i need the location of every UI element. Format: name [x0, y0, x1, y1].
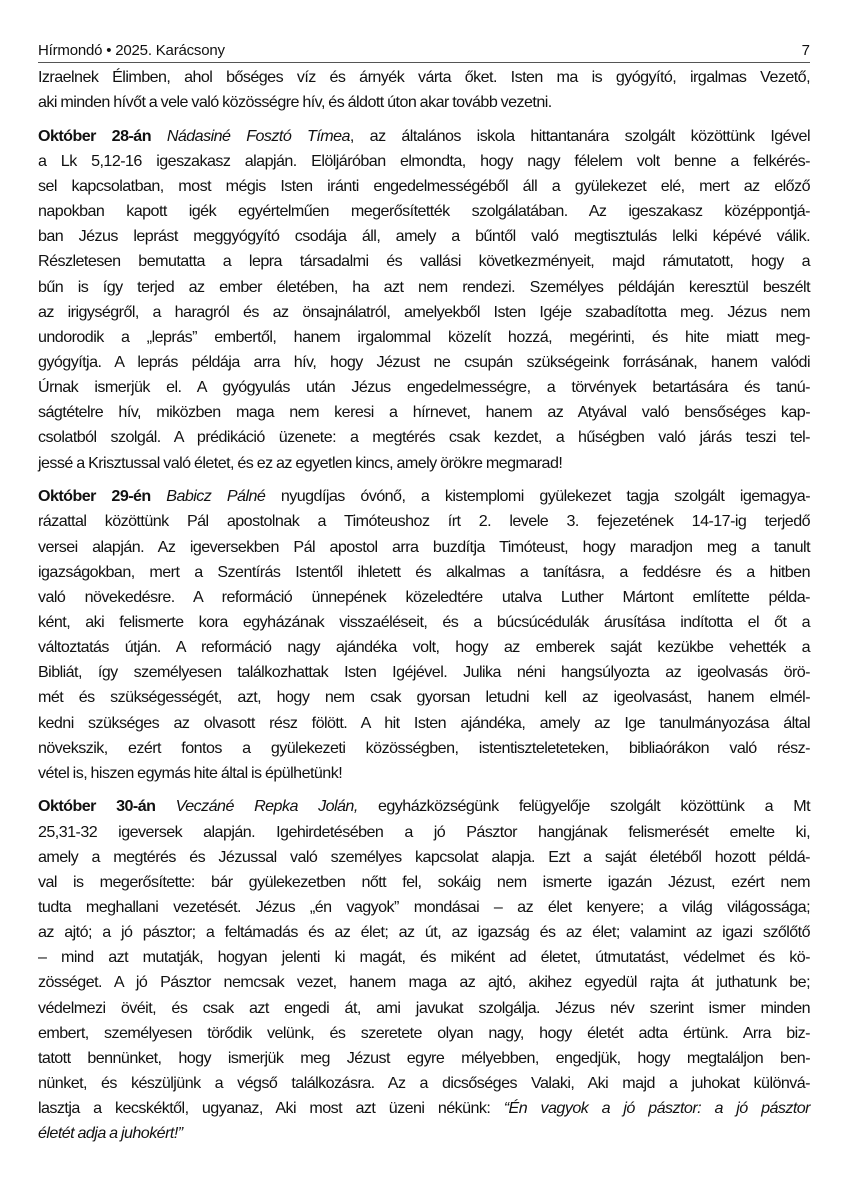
body-text: embert, személyesen törődik velünk, és szeretete olyan nagy, hogy életét adta értünk. Arra biz-	[38, 1023, 810, 1042]
text-line	[38, 820, 810, 845]
emphasis-text: “Én vagyok a jó pásztor: a jó pásztor	[503, 1099, 810, 1118]
body-text: mét és szükségességét, azt, hogy nem csak gyorsan letudni kell az igeolvasást, hanem elmél-	[38, 688, 810, 707]
text-line	[38, 736, 810, 761]
emphasis-text: életét adja a juhokért!”	[38, 1124, 183, 1143]
text-line	[38, 996, 810, 1021]
text-line	[38, 199, 810, 224]
text-line	[38, 610, 810, 635]
body-text: növekszik, ezért fontos a gyülekezeti közösségben, istentiszteleteteken, bibliaórákon való rész-	[38, 738, 810, 757]
paragraph	[38, 124, 810, 476]
body-text: amely a megtérés és Jézussal való személyes kapcsolat alapja. Ezt a saját életéből hozott példá-	[38, 847, 810, 866]
text-line	[38, 300, 810, 325]
text-line	[38, 585, 810, 610]
body-text: ságtételre hív, miközben maga nem keresi a hírnevet, hanem az Atyával való bensőséges kap-	[38, 403, 810, 422]
body-text: igazságokban, mert a Szentírás Istentől ihletett és alkalmas a tanításra, a feddésre és a hitben	[38, 562, 810, 581]
body-text: – mind azt mutatják, hogyan jelenti ki magát, és miként ad életet, útmutatást, védelmet és kö-	[38, 948, 810, 967]
emphasis-text: Babicz Pálné	[166, 487, 266, 506]
body-text: napokban kapott igék egyértelműen megerősítették szolgálatában. Az igeszakasz középpontjá-	[38, 202, 810, 221]
body-text: val is megerősítette: bár gyülekezetben nőtt fel, sokáig nem ismerte igazán Jézust, ezért nem	[38, 872, 810, 891]
text-line	[38, 920, 810, 945]
body-text: tudta meghallani vezetését. Jézus „én vagyok” mondásai – az élet kenyere; a világ világossága;	[38, 898, 810, 916]
paragraph	[38, 484, 810, 786]
text-line	[38, 174, 810, 199]
body-text	[151, 127, 167, 145]
text-line	[38, 870, 810, 895]
body-text: Részletesen bemutatta a lepra társadalmi és vallási következményeit, majd rámutatott, hogy a	[38, 252, 810, 271]
body-text: zösséget. A jó Pásztor nemcsak vezet, hanem maga az ajtó, akihez egyedül rajta át juthatunk be;	[38, 973, 810, 992]
body-text: tatott bennünket, hogy ismerjük meg Jézust egyre mélyebben, engedjük, hogy megtaláljon ben-	[38, 1048, 810, 1067]
body-text: aki minden hívőt a vele való közösségre hív, és áldott úton akar tovább vezetni.	[38, 93, 552, 112]
text-line	[38, 509, 810, 534]
date-heading: Október 30-án	[38, 797, 156, 816]
text-line	[38, 895, 810, 920]
body-text: jessé a Krisztussal való életet, és ez az egyetlen kincs, amely örökre megmarad!	[38, 453, 563, 472]
text-line	[38, 425, 810, 450]
emphasis-text: Nádasiné Fosztó Tímea	[166, 126, 350, 145]
text-line	[38, 685, 810, 710]
text-line	[38, 149, 810, 174]
body-text: versei alapján. Az igeversekben Pál apostol arra buzdítja Timóteust, hogy maradjon meg a tanult	[38, 537, 810, 556]
date-heading: Október 29-én	[38, 487, 151, 506]
body-text: bűn is így terjed az ember életében, ha azt nem rendezi. Személyes példáján keresztül beszélt	[38, 277, 810, 296]
text-line	[38, 400, 810, 425]
body-text	[151, 487, 167, 505]
text-line	[38, 1071, 810, 1096]
text-line	[38, 325, 810, 350]
body-text: nünket, és készüljünk a végső találkozásra. Az a dicsőséges Valaki, Aki majd a juhokat különvá-	[38, 1073, 810, 1092]
body-text: csolatból szolgál. A prédikáció üzenete: a megtérés csak kezdet, a hűségben való járás teszi tel-	[38, 428, 810, 447]
body-text	[155, 797, 175, 815]
text-line	[38, 761, 810, 786]
text-line	[38, 535, 810, 560]
publication-title: Hírmondó • 2025. Karácsony	[38, 42, 225, 59]
text-line	[38, 90, 810, 115]
body-text: lasztja a kecskéktől, ugyanaz, Aki most azt üzeni nékünk:	[38, 1099, 504, 1118]
text-line	[38, 451, 810, 476]
paragraph	[38, 65, 810, 115]
text-line	[38, 375, 810, 400]
text-line	[38, 224, 810, 249]
text-line	[38, 945, 810, 970]
article-body	[38, 65, 810, 1155]
text-line	[38, 560, 810, 585]
text-line	[38, 711, 810, 736]
text-line	[38, 124, 810, 149]
text-line	[38, 65, 810, 90]
body-text: az irigységről, a haragról és az önsajnálatról, amelyekből Isten Igéje szabadította meg. Jézus nem	[38, 302, 810, 321]
text-line	[38, 970, 810, 995]
body-text: egyházközségünk felügyelője szolgált közöttünk a Mt	[357, 797, 810, 816]
text-line	[38, 1121, 810, 1146]
text-line	[38, 635, 810, 660]
body-text: 25,31-32 igeversek alapján. Igehirdetésében a jó Pásztor hangjának felismerését emelte ki,	[38, 822, 810, 841]
text-line	[38, 845, 810, 870]
body-text: védelmezi övéit, és csak azt engedi át, ami javukat szolgálja. Jézus név szerint ismer minden	[38, 998, 810, 1017]
text-line	[38, 660, 810, 685]
text-line	[38, 484, 810, 509]
body-text: Úrnak ismerjük el. A gyógyulás után Jézus engedelmességre, a törvények betartására és tanú-	[38, 378, 810, 397]
body-text: való növekedésre. A reformáció ünnepének közeledtére utalva Luther Mártont említette példa-	[38, 587, 810, 606]
body-text: változtatás útján. A reformáció nagy ajándéka volt, hogy az emberek saját kezükbe vehették a	[38, 638, 810, 657]
body-text: Bibliát, így személyesen találkozhattak Isten Igéjével. Julika néni hangsúlyozta az igeolvasás örö-	[38, 663, 810, 682]
page-number: 7	[801, 42, 810, 59]
body-text: nyugdíjas óvónő, a kistemplomi gyülekezet tagja szolgált igemagya-	[265, 487, 811, 506]
text-line	[38, 1096, 810, 1121]
body-text: kedni szükséges az olvasott rész fölött. A hit Isten ajándéka, amely az Ige tanulmányozása által	[38, 713, 810, 732]
body-text: gyógyítja. A leprás példája arra hív, hogy Jézust ne csupán szükségeink forrásának, hanem valódi	[38, 353, 810, 372]
body-text: undorodik a „leprás” embertől, hanem irgalommal közelít hozzá, megérinti, és hite miatt meg-	[38, 327, 810, 346]
text-line	[38, 794, 810, 819]
body-text: , az általános iskola hittantanára szolgált közöttünk Igével	[349, 126, 810, 145]
text-line	[38, 350, 810, 375]
paragraph	[38, 794, 810, 1146]
text-line	[38, 1021, 810, 1046]
text-line	[38, 1046, 810, 1071]
body-text: Izraelnek Élimben, ahol bőséges víz és árnyék várta őket. Isten ma is gyógyító, irgalmas Vezető,	[38, 68, 810, 86]
running-header	[38, 40, 810, 63]
body-text: az ajtó; a jó pásztor; a feltámadás és az élet; az út, az igazság és az élet; valamint az igazi szőlőtő	[38, 923, 810, 942]
body-text: a Lk 5,12-16 igeszakasz alapján. Elöljáróban elmondta, hogy nagy félelem volt benne a felkérés-	[38, 151, 810, 170]
body-text: ban Jézus leprást meggyógyító csodája áll, amely a bűntől való megtisztulás lelki képévé válik.	[38, 227, 810, 246]
date-heading: Október 28-án	[38, 126, 151, 145]
body-text: vétel is, hiszen egymás hite által is épülhetünk!	[38, 763, 343, 782]
body-text: sel kapcsolatban, most mégis Isten iránti engedelmességéből áll a gyülekezet elé, mert az előző	[38, 177, 810, 196]
body-text: rázattal közöttünk Pál apostolnak a Timóteushoz írt 2. levele 3. fejezetének 14-17-ig terjedő	[38, 512, 810, 531]
text-line	[38, 249, 810, 274]
emphasis-text: Veczáné Repka Jolán,	[175, 797, 358, 816]
body-text: ként, aki felismerte kora egyházának visszaéléseit, és a búcsúcédulák árusítása indította el őt a	[38, 612, 810, 631]
text-line	[38, 275, 810, 300]
